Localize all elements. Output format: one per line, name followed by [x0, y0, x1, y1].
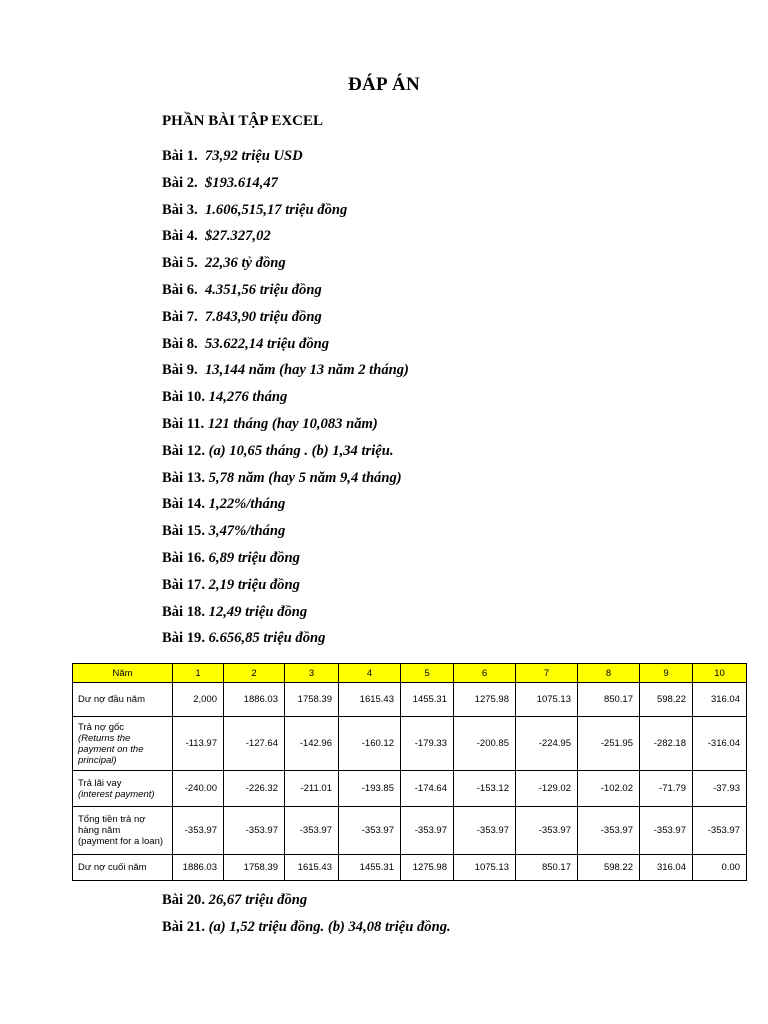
table-cell: -224.95	[516, 717, 578, 771]
table-cell: -127.64	[224, 717, 285, 771]
table-cell: -142.96	[285, 717, 339, 771]
column-header: Năm	[73, 664, 173, 683]
column-header: 8	[578, 664, 640, 683]
answer-item	[162, 414, 722, 441]
table-cell: 1758.39	[285, 683, 339, 717]
table-cell: -282.18	[640, 717, 693, 771]
answer-item	[162, 917, 722, 944]
section-title: PHẦN BÀI TẬP EXCEL	[162, 113, 324, 129]
answer-label: Bài 18.	[162, 603, 205, 620]
answer-label: Bài 9.	[162, 362, 198, 379]
table-cell: -353.97	[401, 807, 454, 855]
answer-list-continued	[162, 890, 722, 944]
column-header: 2	[224, 664, 285, 683]
table-cell: 1075.13	[516, 683, 578, 717]
row-label-subtext: (interest payment)	[78, 788, 155, 800]
table-cell: 1075.13	[454, 855, 516, 881]
table-cell: -226.32	[224, 771, 285, 807]
answer-value: $27.327,02	[204, 228, 271, 245]
answer-item	[162, 890, 722, 917]
table-cell: -353.97	[516, 807, 578, 855]
answer-label: Bài 10.	[162, 389, 205, 406]
table-cell: -353.97	[224, 807, 285, 855]
table-cell: 316.04	[640, 855, 693, 881]
answer-label: Bài 11.	[162, 415, 205, 432]
answer-value: $193.614,47	[204, 174, 278, 191]
column-header: 9	[640, 664, 693, 683]
answer-label: Bài 4.	[162, 228, 198, 245]
table-cell: -113.97	[173, 717, 224, 771]
answer-value: (a) 10,65 tháng . (b) 1,34 triệu.	[208, 442, 394, 459]
table-cell: 2,000	[173, 683, 224, 717]
answer-label: Bài 6.	[162, 281, 198, 298]
answer-label: Bài 1.	[162, 148, 198, 164]
answer-item	[162, 441, 722, 468]
table-cell: 1886.03	[173, 855, 224, 881]
table-cell: -153.12	[454, 771, 516, 807]
table-cell: 598.22	[578, 855, 640, 881]
answer-label: Bài 17.	[162, 576, 205, 593]
column-header: 3	[285, 664, 339, 683]
column-header: 5	[401, 664, 454, 683]
table-cell: -174.64	[401, 771, 454, 807]
column-header: 1	[173, 664, 224, 683]
answer-label: Bài 12.	[162, 442, 205, 459]
answer-label: Bài 21.	[162, 918, 205, 935]
table-cell: 316.04	[693, 683, 747, 717]
table-cell: -353.97	[339, 807, 401, 855]
table-cell: -353.97	[693, 807, 747, 855]
row-label-text: Trả nợ gốc	[78, 721, 125, 733]
answer-value: 3,47%/tháng	[208, 523, 286, 540]
table-cell: -353.97	[454, 807, 516, 855]
table-cell: -353.97	[578, 807, 640, 855]
answer-item	[162, 307, 722, 334]
answer-value: (a) 1,52 triệu đồng. (b) 34,08 triệu đồng.	[208, 918, 451, 935]
answer-item	[162, 146, 722, 173]
table-cell: -353.97	[173, 807, 224, 855]
answer-value: 2,19 triệu đồng	[208, 576, 300, 593]
answer-label: Bài 14.	[162, 496, 205, 513]
table-cell: -200.85	[454, 717, 516, 771]
row-label-text: Dư nợ đầu năm	[78, 694, 145, 705]
row-label-text: Tổng tiền trả nợ hàng năm	[78, 814, 146, 836]
answer-item	[162, 575, 722, 602]
answer-item	[162, 280, 722, 307]
answer-value: 53.622,14 triệu đồng	[204, 335, 330, 352]
row-label	[73, 807, 173, 855]
table-cell: -251.95	[578, 717, 640, 771]
answer-label: Bài 8.	[162, 335, 198, 352]
answer-value: 6,89 triệu đồng	[208, 549, 300, 566]
answer-label: Bài 15.	[162, 523, 205, 540]
column-header: 7	[516, 664, 578, 683]
table-cell: 1455.31	[401, 683, 454, 717]
answer-item	[162, 494, 722, 521]
table-cell: 1615.43	[339, 683, 401, 717]
column-header: 6	[454, 664, 516, 683]
answer-value: 6.656,85 triệu đồng	[208, 630, 326, 647]
table-cell: 850.17	[516, 855, 578, 881]
answer-item	[162, 226, 722, 253]
answer-value: 26,67 triệu đồng	[208, 892, 308, 908]
answer-label: Bài 13.	[162, 469, 205, 486]
row-label-text: Trả lãi vay	[78, 777, 122, 789]
table-cell: -353.97	[285, 807, 339, 855]
row-label-text: Dư nợ cuối năm	[78, 862, 147, 873]
answer-value: 7.843,90 triệu đồng	[204, 308, 322, 325]
table-row	[73, 717, 747, 771]
row-label	[73, 771, 173, 807]
table-cell: -71.79	[640, 771, 693, 807]
row-label	[73, 855, 173, 881]
answer-item	[162, 628, 722, 655]
answer-value: 5,78 năm (hay 5 năm 9,4 tháng)	[208, 469, 402, 486]
table-cell: 1275.98	[401, 855, 454, 881]
row-label	[73, 717, 173, 771]
answer-label: Bài 7.	[162, 308, 198, 325]
answer-value: 1.606,515,17 triệu đồng	[204, 201, 348, 218]
row-label	[73, 683, 173, 717]
answer-item	[162, 468, 722, 495]
table-cell: -129.02	[516, 771, 578, 807]
answer-label: Bài 3.	[162, 201, 198, 218]
answer-value: 73,92 triệu USD	[204, 148, 303, 164]
answer-value: 4.351,56 triệu đồng	[204, 281, 322, 298]
table-row	[73, 855, 747, 881]
answer-item	[162, 253, 722, 280]
table-cell: -179.33	[401, 717, 454, 771]
table-cell: -353.97	[640, 807, 693, 855]
table-row	[73, 771, 747, 807]
answer-item	[162, 334, 722, 361]
answer-value: 12,49 triệu đồng	[208, 603, 308, 620]
answer-value: 13,144 năm (hay 13 năm 2 tháng)	[204, 362, 409, 379]
answer-list	[162, 146, 722, 655]
table-cell: -211.01	[285, 771, 339, 807]
answer-label: Bài 5.	[162, 255, 198, 272]
answer-value: 22,36 tỷ đồng	[204, 255, 286, 272]
answer-value: 1,22%/tháng	[208, 496, 286, 513]
row-label-subtext: (Returns the payment on the principal)	[78, 732, 144, 766]
table-cell: 1275.98	[454, 683, 516, 717]
table-cell: 598.22	[640, 683, 693, 717]
answer-item	[162, 200, 722, 227]
table-cell: -37.93	[693, 771, 747, 807]
answer-item	[162, 387, 722, 414]
answer-label: Bài 16.	[162, 549, 205, 566]
column-header: 10	[693, 664, 747, 683]
page-title: ĐÁP ÁN	[348, 74, 420, 95]
table-cell: -316.04	[693, 717, 747, 771]
table-cell: 1886.03	[224, 683, 285, 717]
answer-label: Bài 19.	[162, 630, 205, 647]
answer-item	[162, 548, 722, 575]
table-cell: 1758.39	[224, 855, 285, 881]
answer-item	[162, 173, 722, 200]
table-cell: 0.00	[693, 855, 747, 881]
answer-value: 14,276 tháng	[208, 389, 288, 406]
answer-item	[162, 360, 722, 387]
answer-label: Bài 20.	[162, 892, 205, 908]
table-cell: -102.02	[578, 771, 640, 807]
answer-value: 121 tháng (hay 10,083 năm)	[207, 415, 378, 432]
table-cell: -240.00	[173, 771, 224, 807]
column-header: 4	[339, 664, 401, 683]
answer-item	[162, 521, 722, 548]
row-label-subtext: (payment for a loan)	[78, 836, 164, 847]
table-cell: 850.17	[578, 683, 640, 717]
amortization-table	[72, 663, 747, 881]
table-cell: 1455.31	[339, 855, 401, 881]
table-row	[73, 683, 747, 717]
table-cell: 1615.43	[285, 855, 339, 881]
table-cell: -160.12	[339, 717, 401, 771]
answer-label: Bài 2.	[162, 174, 198, 191]
table-cell: -193.85	[339, 771, 401, 807]
table-row	[73, 807, 747, 855]
answer-item	[162, 602, 722, 629]
table-header-row	[73, 664, 747, 683]
